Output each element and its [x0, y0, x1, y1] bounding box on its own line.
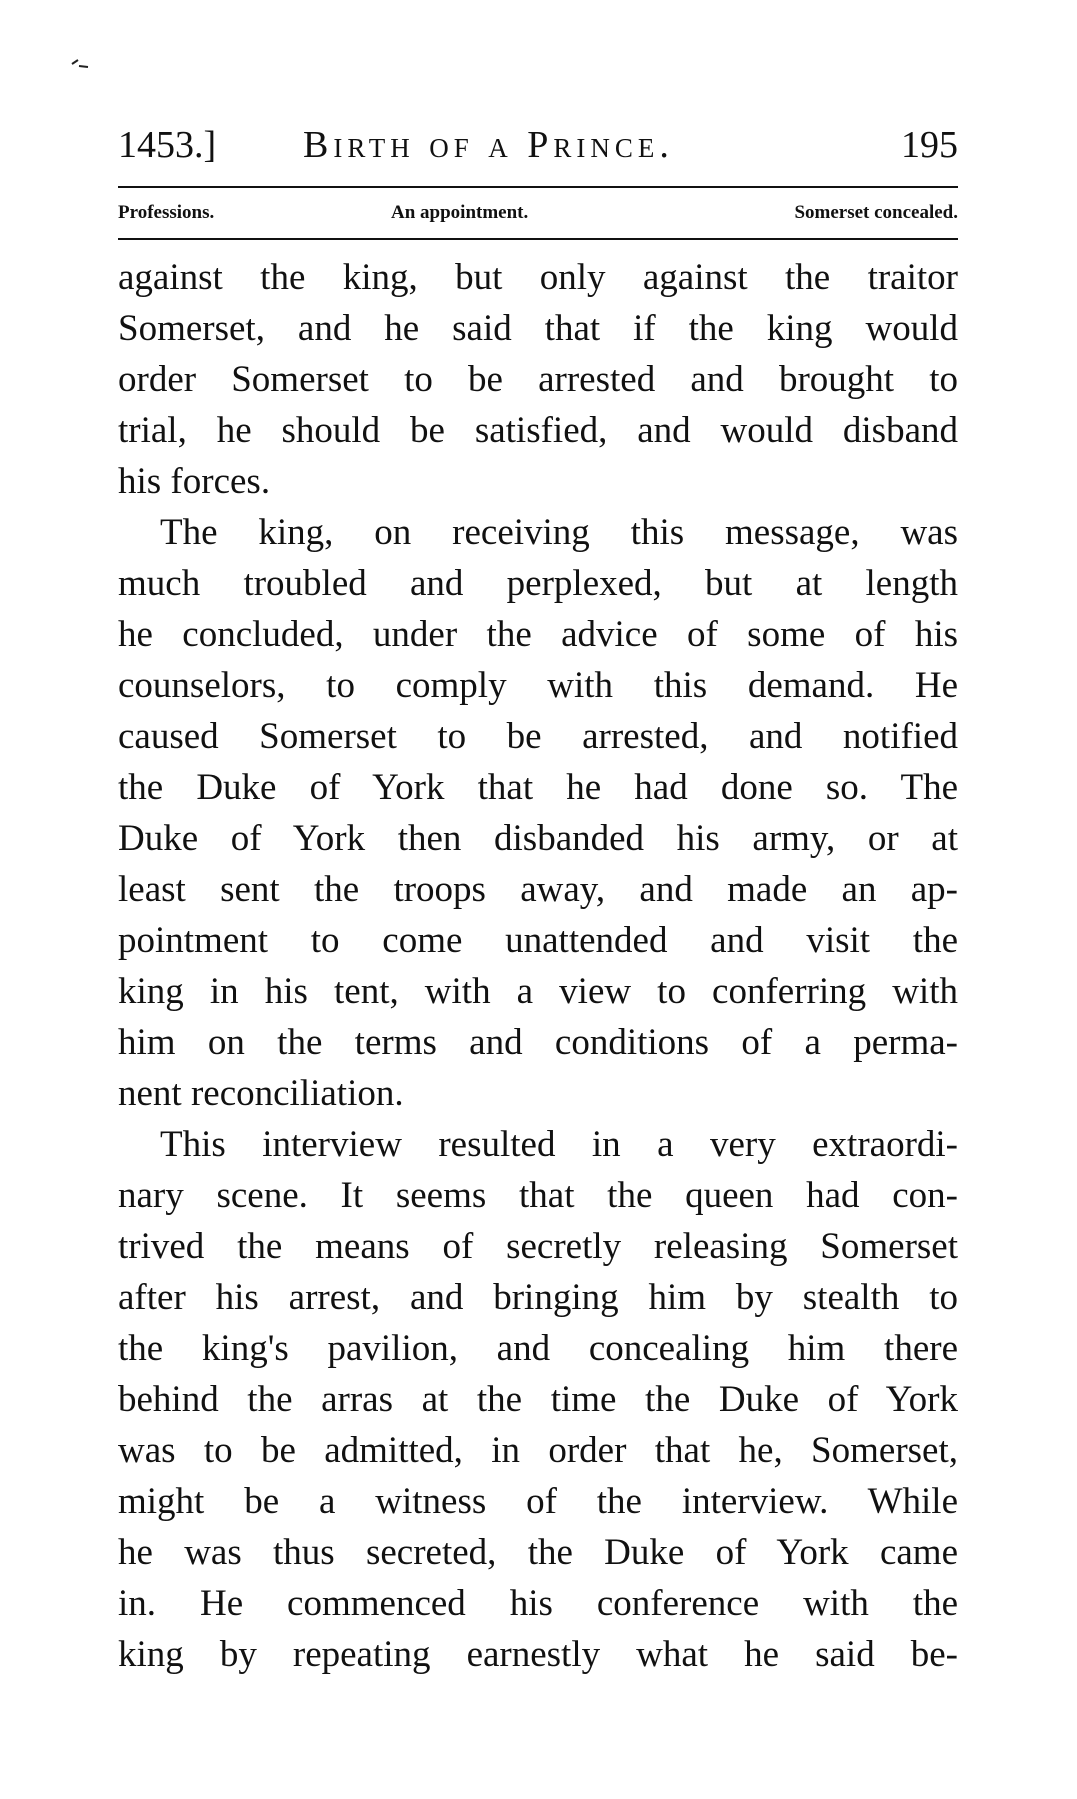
text-line: king by repeating earnestly what he said be-: [118, 1634, 958, 1675]
corner-mark-icon: [70, 58, 90, 70]
text-line: his forces.: [118, 461, 271, 502]
header-year: 1453.]: [118, 124, 217, 166]
subhead-center: An appointment.: [391, 202, 529, 223]
text-line: nent reconciliation.: [118, 1073, 404, 1114]
text-line: might be a witness of the interview. While: [118, 1481, 958, 1522]
marginal-subheads: [118, 196, 958, 230]
paragraph-start-line: This interview resulted in a very extraordi-: [160, 1124, 958, 1165]
text-line: was to be admitted, in order that he, Somerset,: [118, 1430, 958, 1471]
text-line: he was thus secreted, the Duke of York came: [118, 1532, 958, 1573]
text-line: he concluded, under the advice of some of his: [118, 614, 958, 655]
page-number: 195: [901, 124, 958, 166]
text-line: caused Somerset to be arrested, and notified: [118, 716, 958, 757]
text-line: the Duke of York that he had done so. The: [118, 767, 958, 808]
text-line: nary scene. It seems that the queen had con-: [118, 1175, 958, 1216]
header-rule-bottom: [118, 238, 958, 240]
text-line: trial, he should be satisfied, and would disband: [118, 410, 958, 451]
text-line: pointment to come unattended and visit the: [118, 920, 958, 961]
text-line: Duke of York then disbanded his army, or at: [118, 818, 958, 859]
text-line: king in his tent, with a view to conferring with: [118, 971, 958, 1012]
text-line: counselors, to comply with this demand. He: [118, 665, 958, 706]
text-line: behind the arras at the time the Duke of York: [118, 1379, 958, 1420]
body-text: [118, 252, 958, 1680]
book-page: [118, 0, 958, 1799]
text-line: against the king, but only against the traitor: [118, 257, 958, 298]
running-head: [118, 120, 958, 170]
page-title: Birth of a Prince.: [303, 124, 674, 166]
text-line: trived the means of secretly releasing Somerset: [118, 1226, 958, 1267]
text-line: him on the terms and conditions of a perma-: [118, 1022, 958, 1063]
text-line: least sent the troops away, and made an ap-: [118, 869, 958, 910]
text-line: much troubled and perplexed, but at length: [118, 563, 958, 604]
text-line: the king's pavilion, and concealing him there: [118, 1328, 958, 1369]
subhead-right: Somerset concealed.: [794, 202, 958, 223]
text-line: order Somerset to be arrested and brought to: [118, 359, 958, 400]
text-line: Somerset, and he said that if the king would: [118, 308, 958, 349]
subhead-left: Professions.: [118, 202, 215, 223]
text-line: after his arrest, and bringing him by stealth to: [118, 1277, 958, 1318]
paragraph-start-line: The king, on receiving this message, was: [160, 512, 958, 553]
text-line: in. He commenced his conference with the: [118, 1583, 958, 1624]
header-rule-top: [118, 186, 958, 188]
